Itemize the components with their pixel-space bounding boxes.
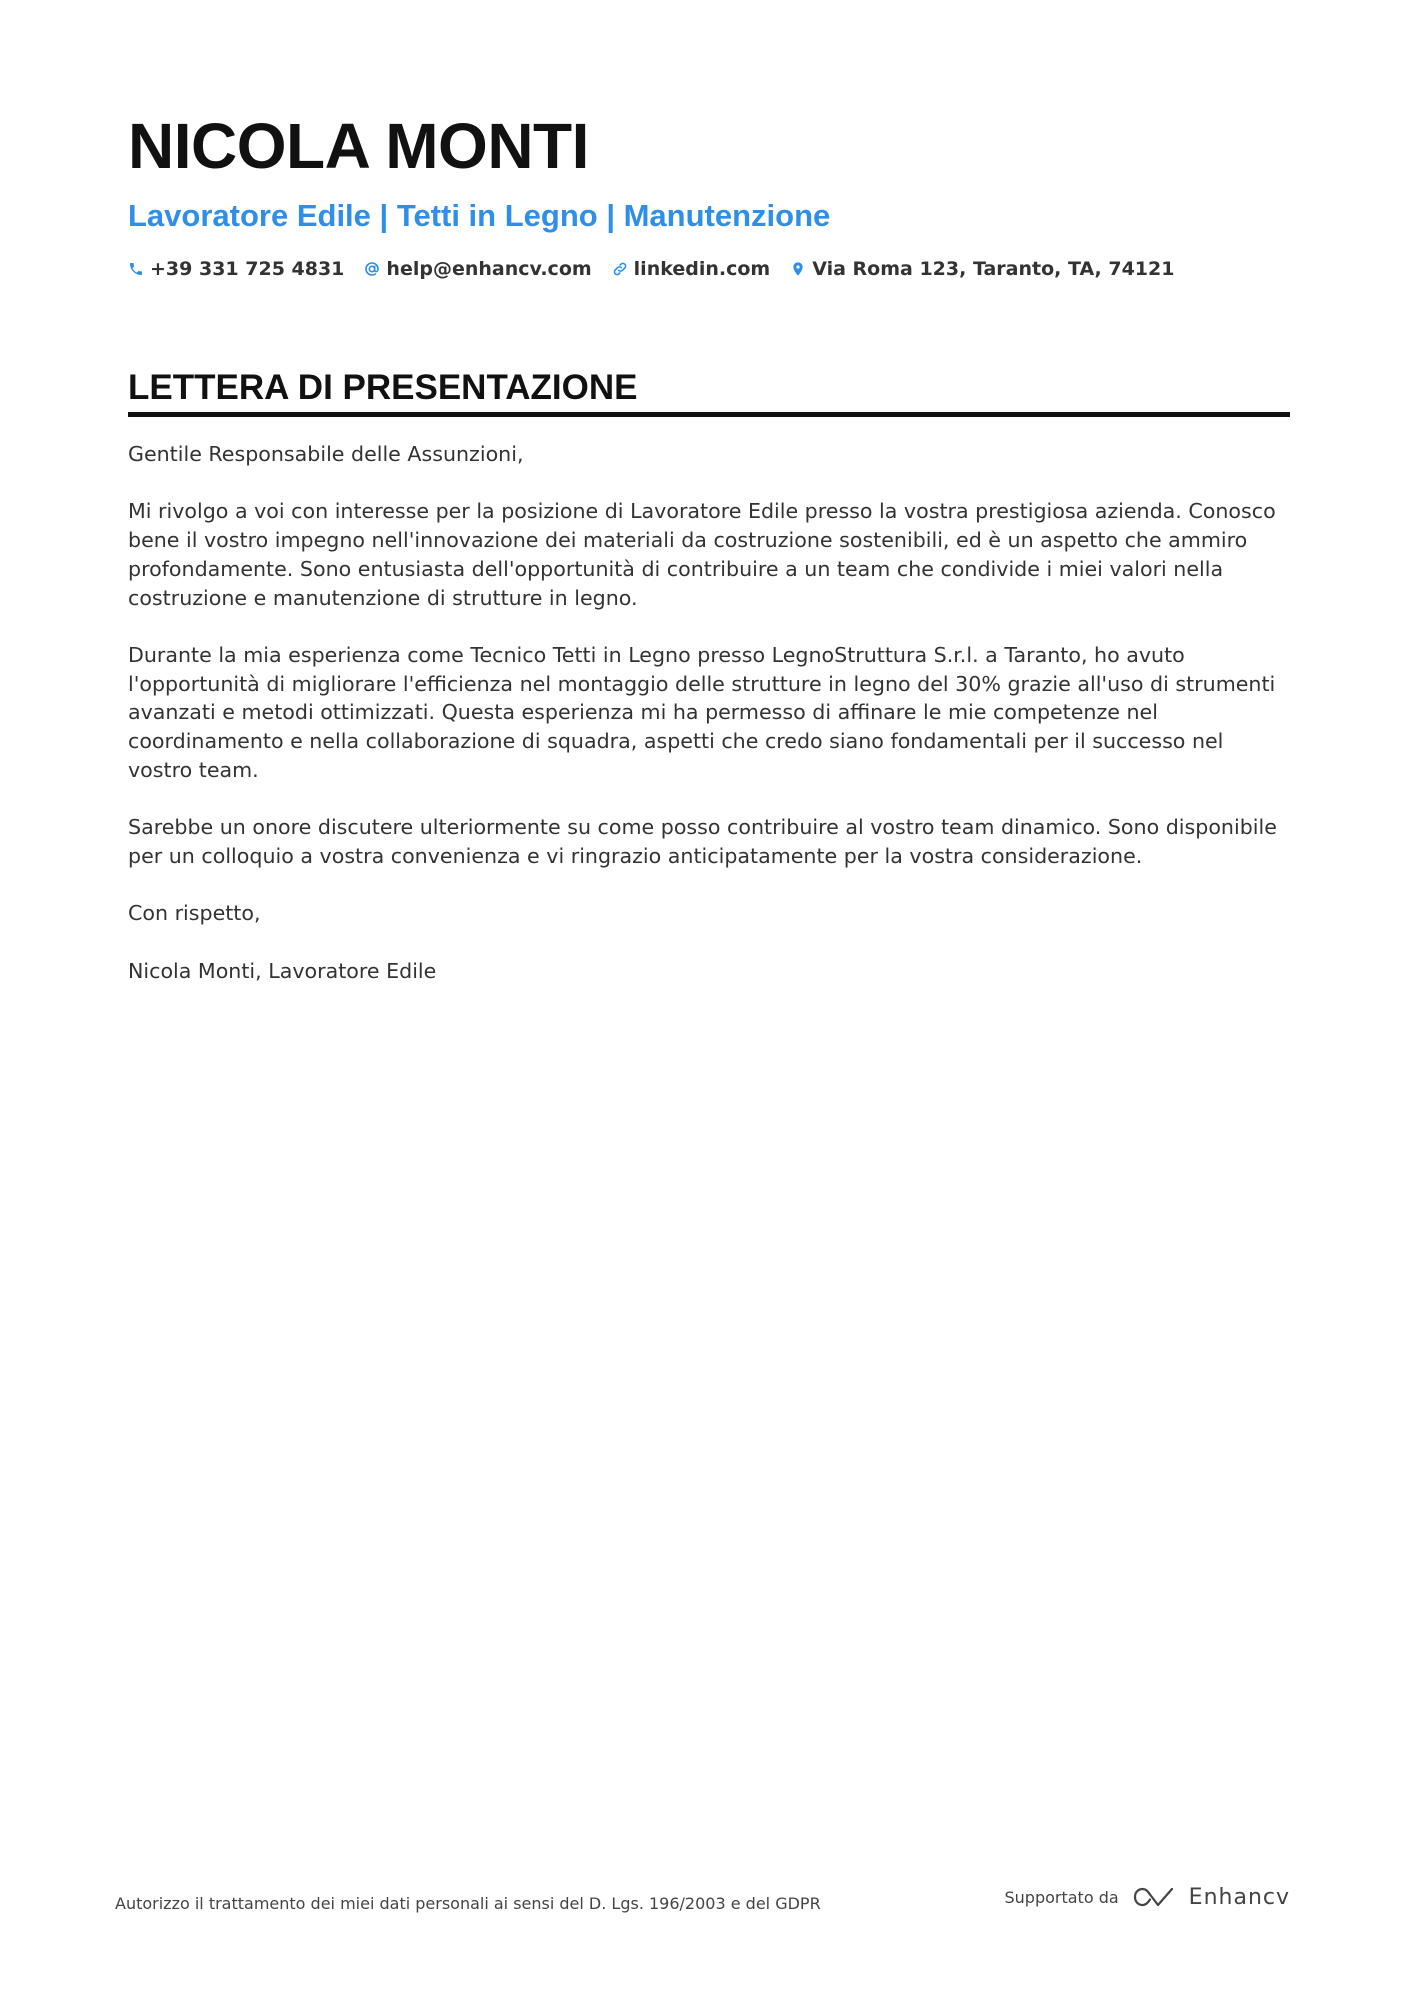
letter-paragraph: Mi rivolgo a voi con interesse per la posizione di Lavoratore Edile presso la vostra prestigiosa azienda. Conosco bene il vostro impegno nell'innovazione dei materiali da costruzione sostenibili, ed è un aspetto che ammiro profondamente. Sono entusiasta dell'opportunità di contribuire a un team che condivide i miei valori nella costruzione e manutenzione di strutture in legno.	[128, 499, 1276, 610]
at-icon	[364, 261, 380, 277]
link-icon	[612, 261, 628, 277]
candidate-name: NICOLA MONTI	[128, 110, 589, 182]
privacy-note: Autorizzo il trattamento dei miei dati personali ai sensi del D. Lgs. 196/2003 e del GDPR	[115, 1894, 821, 1913]
location-pin-icon	[790, 261, 806, 277]
email-text[interactable]: help@enhancv.com	[386, 258, 592, 280]
contact-address	[790, 258, 1174, 280]
address-text: Via Roma 123, Taranto, TA, 74121	[812, 258, 1175, 280]
letter-greeting: Gentile Responsabile delle Assunzioni,	[128, 442, 524, 466]
letter-paragraph: Sarebbe un onore discutere ulteriormente su come posso contribuire al vostro team dinamico. Sono disponibile per un colloquio a vostra convenienza e vi ringrazio anticipatamente per la vostra considerazione.	[128, 815, 1277, 868]
letter-signature: Nicola Monti, Lavoratore Edile	[128, 958, 437, 983]
candidate-title: Lavoratore Edile | Tetti in Legno | Manutenzione	[128, 198, 831, 233]
powered-by[interactable]	[1005, 1884, 1291, 1910]
letter-paragraph: Durante la mia esperienza come Tecnico Tetti in Legno presso LegnoStruttura S.r.l. a Taranto, ho avuto l'opportunità di migliorare l'efficienza nel montaggio delle strutture in legno del 30% grazie all'uso di strumenti avanzati e metodi ottimizzati. Questa esperienza mi ha permesso di affinare le mie competenze nel coordinamento e nella collaborazione di squadra, aspetti che credo siano fondamentali per il successo nel vostro team.	[128, 642, 1276, 782]
contact-bar	[128, 258, 1290, 280]
contact-email[interactable]	[364, 258, 591, 280]
enhancv-logo-icon	[1131, 1884, 1177, 1910]
powered-by-label: Supportato da	[1004, 1887, 1119, 1907]
letter-closing: Con rispetto,	[128, 901, 261, 926]
phone-text: +39 331 725 4831	[150, 258, 345, 280]
link-text[interactable]: linkedin.com	[633, 258, 771, 280]
contact-phone	[128, 258, 344, 280]
phone-icon	[128, 261, 144, 277]
letter-body	[128, 440, 1290, 1014]
brand-name: Enhancv	[1188, 1884, 1290, 1910]
section-header	[128, 367, 1290, 417]
section-title: LETTERA DI PRESENTAZIONE	[128, 367, 1290, 417]
header	[128, 108, 1290, 280]
contact-link[interactable]	[612, 258, 771, 280]
